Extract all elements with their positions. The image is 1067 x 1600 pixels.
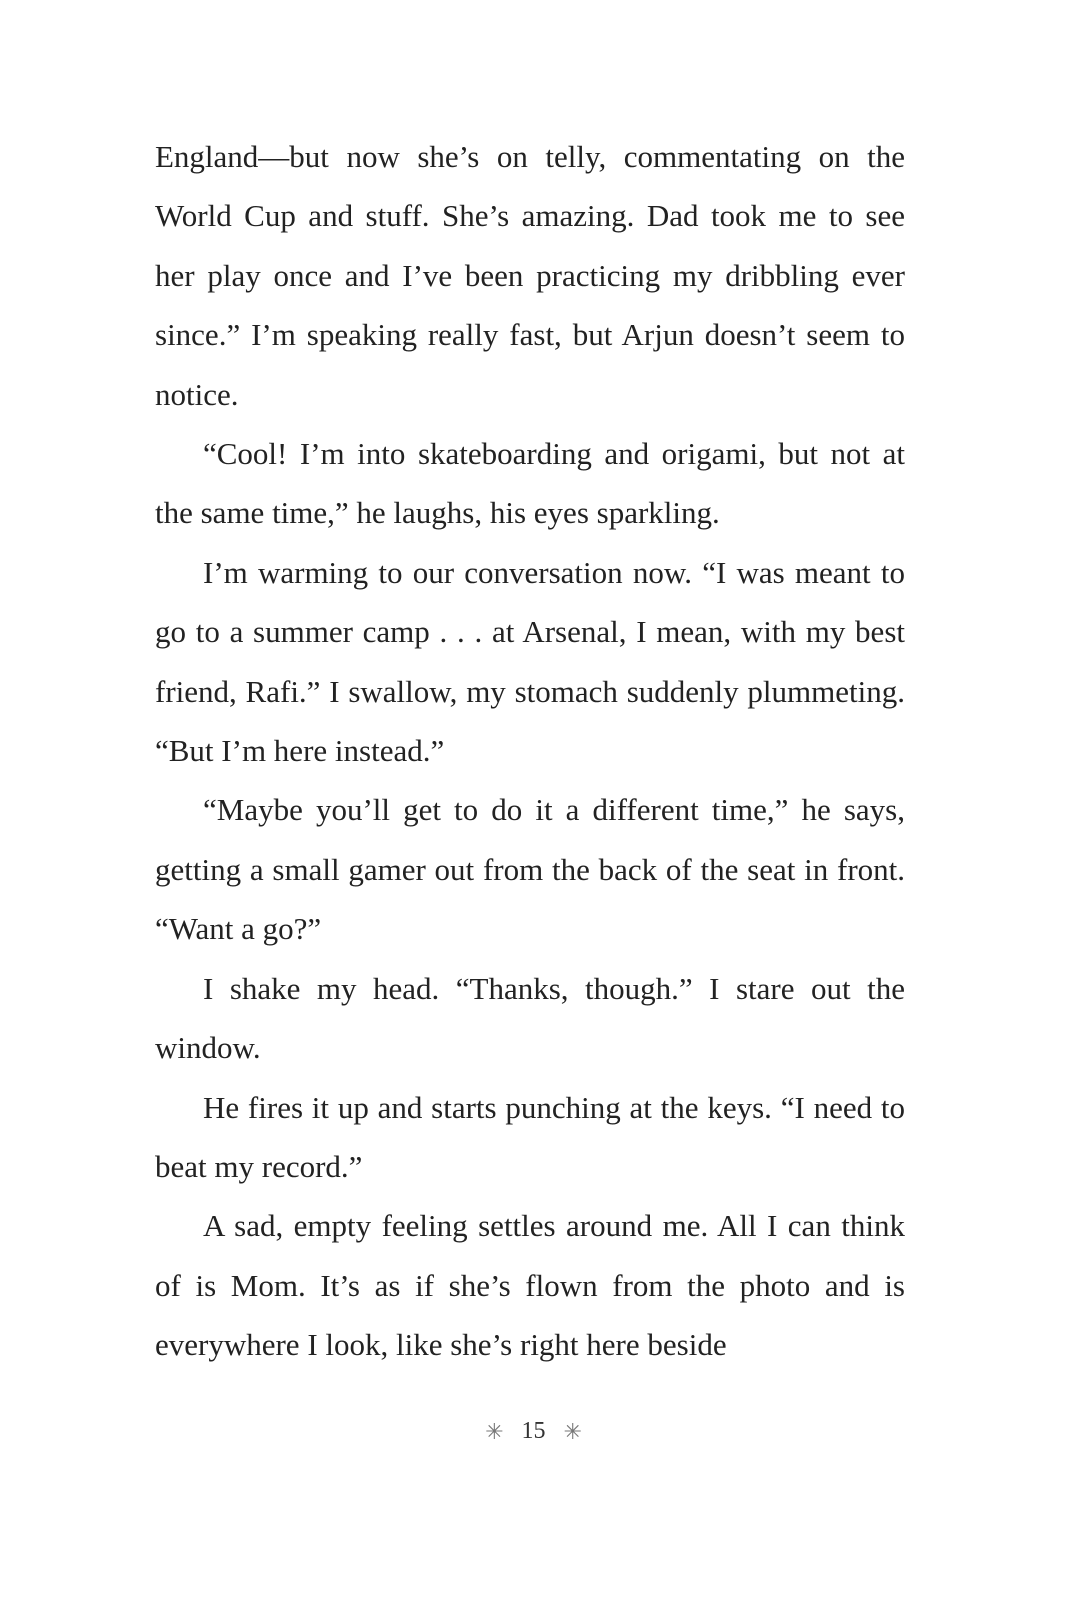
paragraph-6: He fires it up and starts punching at the keys. “I need to beat my record.” bbox=[155, 1089, 905, 1184]
paragraph-5: I shake my head. “Thanks, though.” I stare out the window. bbox=[155, 970, 905, 1066]
page-footer bbox=[0, 1418, 1067, 1445]
page-body-text bbox=[155, 127, 905, 1375]
paragraph-4: “Maybe you’ll get to do it a different time,” he says, getting a small gamer out from the back of the seat in front. “Want a go?” bbox=[155, 792, 905, 947]
page-number: 15 bbox=[521, 1418, 546, 1444]
paragraph-2: “Cool! I’m into skateboarding and origami, but not at the same time,” he laughs, his eyes sparkling. bbox=[155, 436, 905, 531]
asterisk-ornament-icon: ✳ bbox=[485, 1418, 504, 1444]
paragraph-7: A sad, empty feeling settles around me. All I can think of is Mom. It’s as if she’s flown from the photo and is everywhere I look, like she’s right here beside bbox=[155, 1208, 905, 1363]
paragraph-3: I’m warming to our conversation now. “I was meant to go to a summer camp . . . at Arsenal, I mean, with my best friend, Rafi.” I swallow, my stomach suddenly plummeting. “But I’m here instead.” bbox=[155, 554, 905, 769]
paragraph-1: England—but now she’s on telly, commentating on the World Cup and stuff. She’s amazing. Dad took me to see her play once and I’ve been practicing my dribbling ever since.” I’m speaking really fast, but Arjun doesn’t seem to notice. bbox=[155, 139, 905, 412]
asterisk-ornament-icon: ✳ bbox=[563, 1418, 582, 1444]
